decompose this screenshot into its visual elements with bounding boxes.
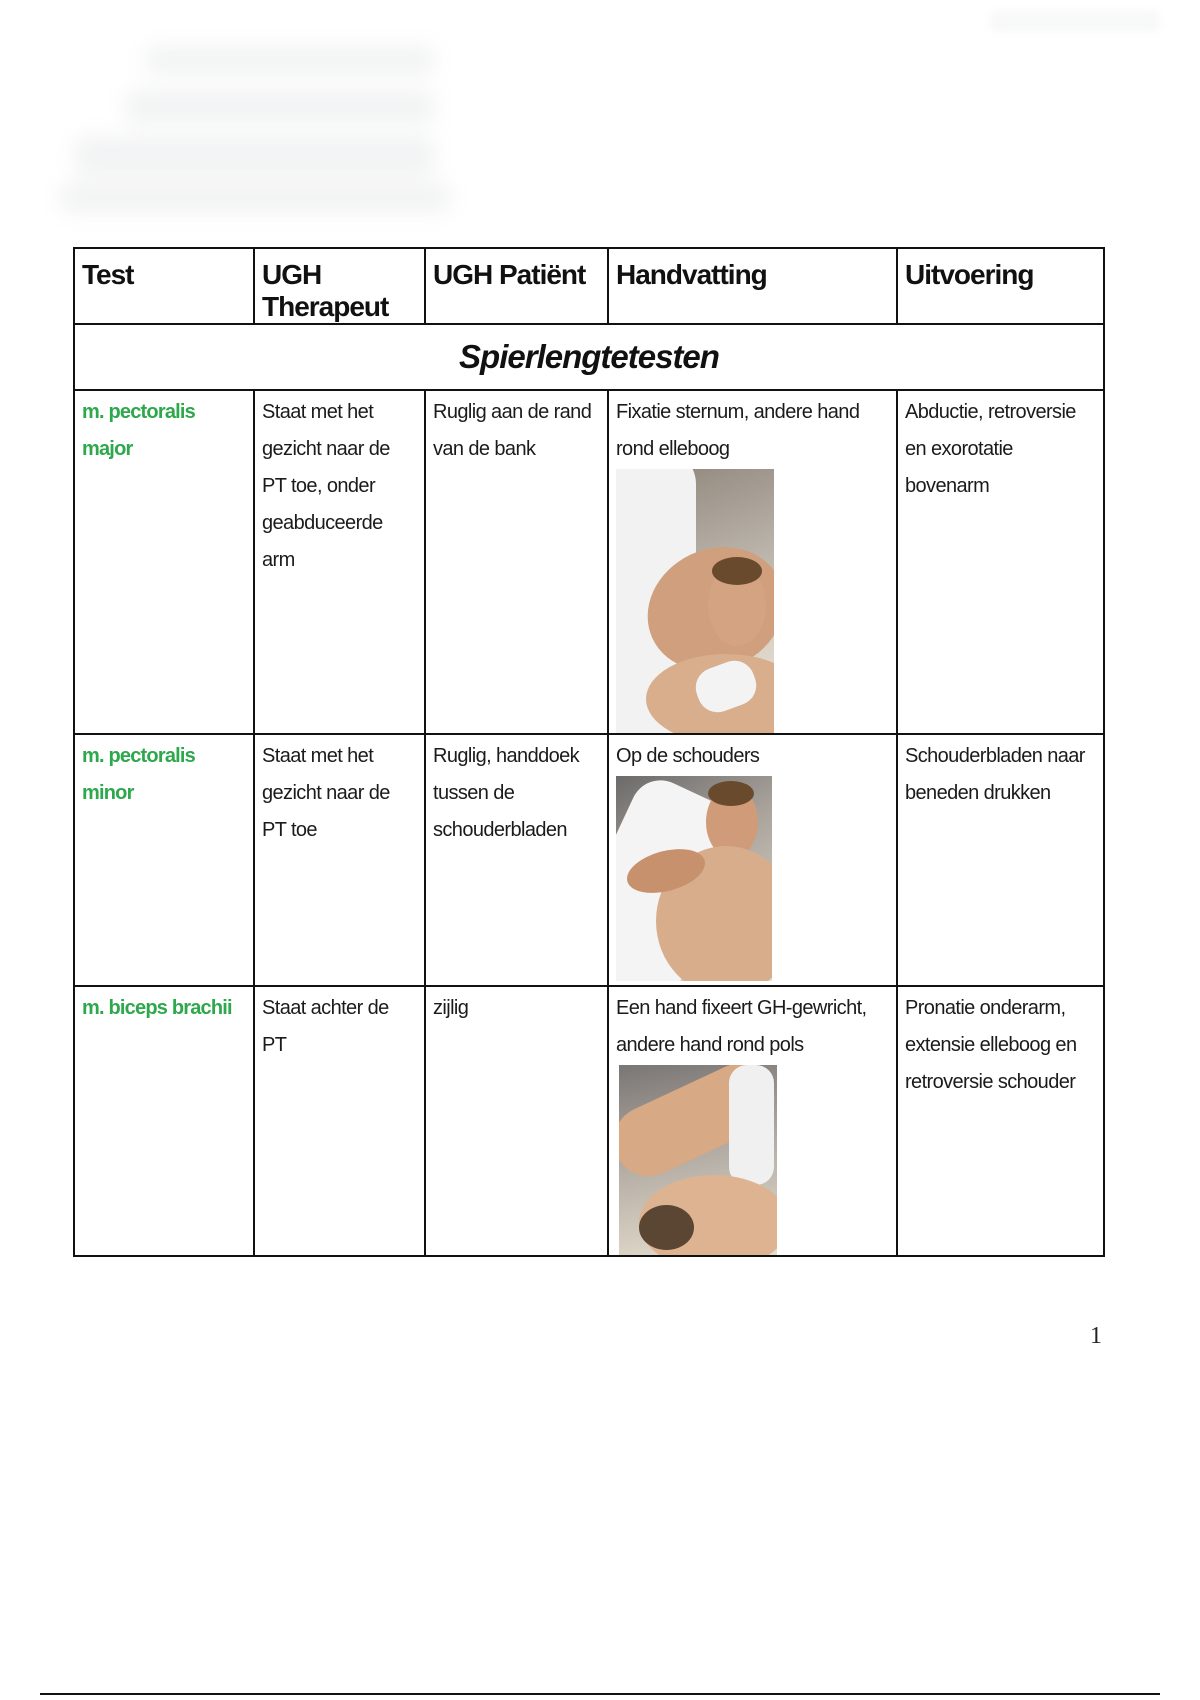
- muscle-name: m. pectoralis major: [82, 401, 195, 460]
- section-row: [74, 324, 1104, 390]
- header-handvatting: Handvatting: [608, 248, 897, 324]
- patient-cell: [425, 390, 608, 734]
- handvatting-text: Op de schouders: [616, 745, 760, 767]
- patient-text: Ruglig, handdoek tussen de schouderbladen: [433, 745, 580, 841]
- faint-header-artifact: [60, 38, 490, 228]
- table-row: [74, 986, 1104, 1256]
- handvatting-cell: [608, 734, 897, 986]
- table-row: [74, 390, 1104, 734]
- exercise-photo: [616, 469, 774, 733]
- header-uitvoering: Uitvoering: [897, 248, 1104, 324]
- uitvoering-text: Schouderbladen naar beneden drukken: [905, 745, 1085, 804]
- exercise-photo: [619, 1065, 777, 1255]
- therapeut-cell: [254, 390, 425, 734]
- header-ugh-patient: UGH Patiënt: [425, 248, 608, 324]
- table-header-row: [74, 248, 1104, 324]
- handvatting-cell: [608, 390, 897, 734]
- therapeut-cell: [254, 734, 425, 986]
- page-number: 1: [1090, 1323, 1102, 1349]
- spierlengte-table: [73, 247, 1105, 1257]
- test-cell: [74, 390, 254, 734]
- handvatting-cell: [608, 986, 897, 1256]
- patient-cell: [425, 734, 608, 986]
- handvatting-text: Een hand fixeert GH-gewricht, andere hand rond pols: [616, 997, 867, 1056]
- therapeut-text: Staat met het gezicht naar de PT toe, onder geabduceerde arm: [262, 401, 390, 571]
- header-test: Test: [74, 248, 254, 324]
- muscle-name: m. pectoralis minor: [82, 745, 195, 804]
- muscle-name: m. biceps brachii: [82, 997, 232, 1019]
- patient-text: zijlig: [433, 997, 469, 1019]
- test-cell: [74, 734, 254, 986]
- section-title: Spierlengtetesten: [459, 338, 719, 375]
- uitvoering-text: Abductie, retroversie en exorotatie bovenarm: [905, 401, 1076, 497]
- uitvoering-text: Pronatie onderarm, extensie elleboog en retroversie schouder: [905, 997, 1077, 1093]
- table-row: [74, 734, 1104, 986]
- therapeut-text: Staat met het gezicht naar de PT toe: [262, 745, 390, 841]
- bottom-divider: [40, 1693, 1160, 1695]
- patient-text: Ruglig aan de rand van de bank: [433, 401, 592, 460]
- uitvoering-cell: [897, 734, 1104, 986]
- test-cell: [74, 986, 254, 1256]
- patient-cell: [425, 986, 608, 1256]
- section-cell: [74, 324, 1104, 390]
- uitvoering-cell: [897, 390, 1104, 734]
- header-ugh-therapeut: UGH Therapeut: [254, 248, 425, 324]
- therapeut-cell: [254, 986, 425, 1256]
- handvatting-text: Fixatie sternum, andere hand rond elleboog: [616, 401, 860, 460]
- therapeut-text: Staat achter de PT: [262, 997, 389, 1056]
- exercise-photo: [616, 776, 772, 981]
- faint-header-mark: [990, 10, 1160, 32]
- uitvoering-cell: [897, 986, 1104, 1256]
